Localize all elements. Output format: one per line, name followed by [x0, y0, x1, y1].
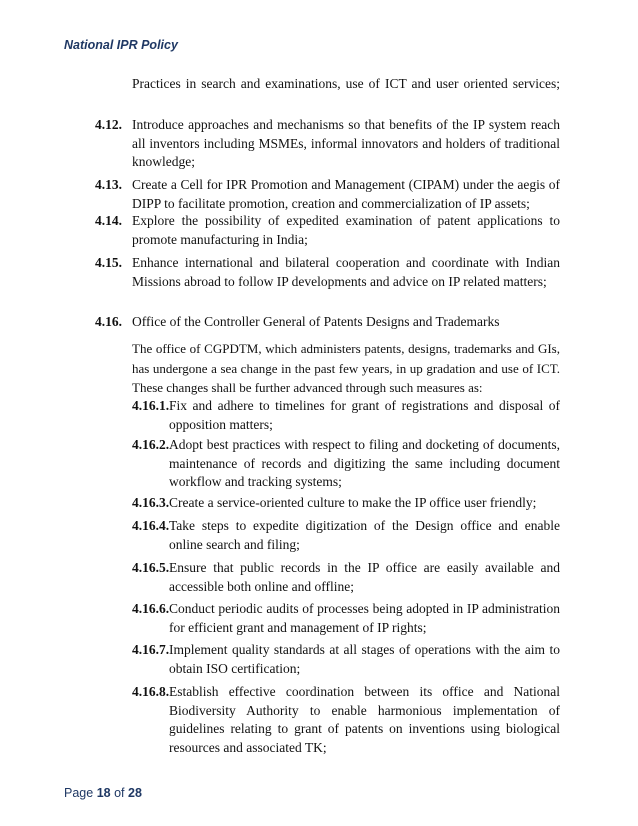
section-intro: The office of CGPDTM, which administers patents, designs, trademarks and GIs, has undergone a sea change in the past few years, in up gradation and use of ICT. These changes shall be further advanced through such measures as: — [132, 341, 560, 395]
sub-item-number: 4.16.3. — [132, 495, 170, 510]
list-item — [95, 176, 560, 213]
sub-item-text: Conduct periodic audits of processes being adopted in IP administration for efficient grant and management of IP rights; — [169, 601, 560, 635]
running-header: National IPR Policy — [64, 38, 178, 52]
page-label: Page — [64, 786, 94, 800]
page-number: 18 — [96, 786, 111, 800]
item-text: Introduce approaches and mechanisms so that benefits of the IP system reach all inventors including MSMEs, informal innovators and holders of traditional knowledge; — [132, 117, 560, 169]
sub-item-text: Fix and adhere to timelines for grant of registrations and disposal of opposition matters; — [169, 398, 560, 432]
item-number: 4.15. — [95, 255, 122, 270]
sub-item-number: 4.16.6. — [132, 601, 170, 616]
sub-item — [132, 397, 560, 434]
sub-item — [132, 683, 560, 757]
sub-item-number: 4.16.7. — [132, 642, 170, 657]
sub-item-number: 4.16.8. — [132, 684, 170, 699]
sub-item-text: Create a service-oriented culture to make the IP office user friendly; — [169, 495, 537, 510]
total-pages: 28 — [128, 786, 142, 800]
sub-item-number: 4.16.2. — [132, 437, 170, 452]
sub-item-text: Establish effective coordination between its office and National Biodiversity Authority to enable harmonious implementation of guidelines relating to grant of patents on inventions using biological resources and associated TK; — [169, 684, 560, 755]
list-item — [95, 313, 560, 332]
list-item — [95, 116, 560, 172]
sub-item — [132, 494, 560, 513]
sub-item-number: 4.16.5. — [132, 560, 170, 575]
item-number: 4.13. — [95, 177, 122, 192]
of-label: of — [114, 786, 125, 800]
page-footer — [64, 786, 142, 800]
item-number: 4.16. — [95, 314, 122, 329]
sub-item-text: Take steps to expedite digitization of the Design office and enable online search and filing; — [169, 518, 560, 552]
sub-item-number: 4.16.1. — [132, 398, 170, 413]
item-text: Create a Cell for IPR Promotion and Management (CIPAM) under the aegis of DIPP to facilitate promotion, creation and commercialization of IP assets; — [132, 177, 560, 211]
continuation-line: Practices in search and examinations, use of ICT and user oriented services; — [132, 76, 560, 91]
item-text: Office of the Controller General of Patents Designs and Trademarks — [132, 314, 500, 329]
item-text: Explore the possibility of expedited examination of patent applications to promote manufacturing in India; — [132, 213, 560, 247]
sub-item — [132, 517, 560, 554]
sub-item-text: Implement quality standards at all stages of operations with the aim to obtain ISO certification; — [169, 642, 560, 676]
sub-item — [132, 436, 560, 492]
sub-item-text: Ensure that public records in the IP office are easily available and accessible both online and offline; — [169, 560, 560, 594]
list-item — [95, 254, 560, 291]
list-item — [95, 212, 560, 249]
item-number: 4.14. — [95, 213, 122, 228]
sub-item — [132, 600, 560, 637]
sub-item — [132, 559, 560, 596]
sub-item — [132, 641, 560, 678]
sub-item-text: Adopt best practices with respect to filing and docketing of documents, maintenance of records and digitizing the same including document workflow and tracking systems; — [169, 437, 560, 489]
item-number: 4.12. — [95, 117, 122, 132]
item-text: Enhance international and bilateral cooperation and coordinate with Indian Missions abroad to follow IP developments and advice on IP related matters; — [132, 255, 560, 289]
sub-item-number: 4.16.4. — [132, 518, 170, 533]
